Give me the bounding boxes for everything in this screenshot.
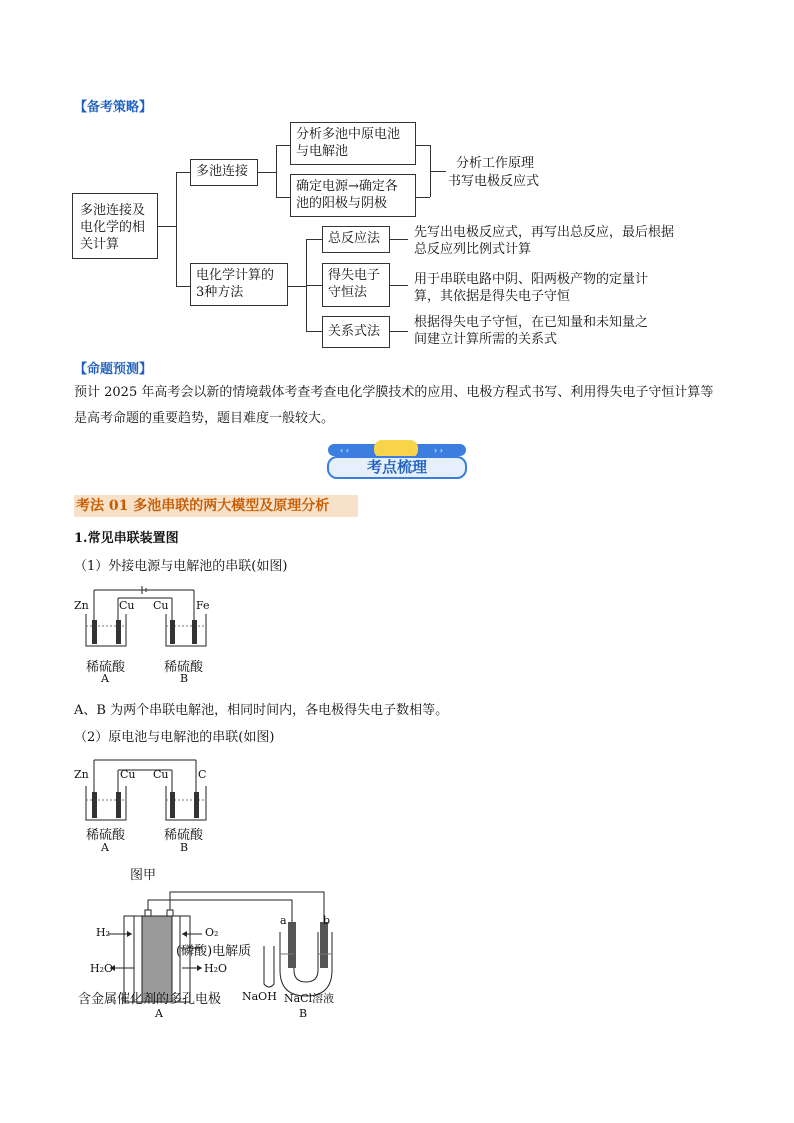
fig2-solution-b: 稀硫酸 <box>164 828 204 843</box>
fig3-o2: O₂ <box>205 926 219 939</box>
tree-branch-calc-methods: 电化学计算的3种方法 <box>190 263 288 306</box>
method-total-reaction: 总反应法 <box>322 226 390 253</box>
fig3-naoh: NaOH <box>242 990 277 1003</box>
fig3-electrode-b: b <box>323 914 331 927</box>
fig2-solution-a: 稀硫酸 <box>86 828 126 843</box>
method-relation: 关系式法 <box>322 316 390 348</box>
tree-branch-multi-cell: 多池连接 <box>190 159 258 186</box>
section-title: 考法 01 多池串联的两大模型及原理分析 <box>74 495 358 517</box>
fig3-cell-b: B <box>299 1007 308 1020</box>
fig3-electrolyte: (磷酸)电解质 <box>176 944 252 959</box>
section-banner <box>326 440 468 480</box>
fig1-cell-a: A <box>101 672 109 685</box>
fig1-electrode-fe: Fe <box>196 599 210 612</box>
item2-text: （2）原电池与电解池的串联(如图) <box>74 730 275 745</box>
tree-leaf-analyze: 分析多池中原电池与电解池 <box>290 122 416 165</box>
fig1-apparatus <box>74 584 224 644</box>
tree-note-write: 书写电极反应式 <box>448 174 540 189</box>
method-relation-desc: 根据得失电子守恒，在已知量和未知量之间建立计算所需的关系式 <box>414 315 649 347</box>
fig2-electrode-cu2: Cu <box>153 768 169 781</box>
method-total-reaction-desc: 先写出电极反应式，再写出总反应，最后根据总反应列比例式计算 <box>414 225 675 257</box>
fig3-electrode-a: a <box>280 914 287 927</box>
tree-note-analyze: 分析工作原理 <box>456 156 535 171</box>
fig1-electrode-cu2: Cu <box>153 599 169 612</box>
method-electron-conservation: 得失电子守恒法 <box>322 263 390 307</box>
fig3-nacl: NaCl溶液 <box>284 992 335 1005</box>
fig3-cell-a: A <box>155 1007 163 1020</box>
item1-text: （1）外接电源与电解池的串联(如图) <box>74 559 288 574</box>
fig1-solution-b: 稀硫酸 <box>164 660 204 675</box>
fig2-electrode-c: C <box>198 768 207 781</box>
fig2-apparatus <box>74 756 224 816</box>
fig2-electrode-cu1: Cu <box>120 768 136 781</box>
fig1-solution-a: 稀硫酸 <box>86 660 126 675</box>
fig2-cell-b: B <box>180 841 189 854</box>
fig3-electrode-label: 含金属催化剂的多孔电极 <box>78 992 222 1007</box>
svg-text:› ›: › › <box>434 446 443 455</box>
strategy-heading: 【备考策略】 <box>74 100 153 115</box>
fig3-h2o-left: H₂O <box>90 962 114 975</box>
prediction-heading: 【命题预测】 <box>74 362 153 377</box>
svg-text:‹ ‹: ‹ ‹ <box>340 446 349 455</box>
figure-caption-jia: 图甲 <box>130 868 157 883</box>
fig3-h2o-right: H₂O <box>204 962 228 975</box>
banner-label: 考点梳理 <box>366 458 427 476</box>
item1-conclusion: A、B 为两个串联电解池，相同时间内，各电极得失电子数相等。 <box>74 703 449 718</box>
tree-leaf-determine: 确定电源→确定各池的阳极与阴极 <box>290 174 416 217</box>
tree-root: 多池连接及电化学的相关计算 <box>72 193 158 259</box>
method-electron-conservation-desc: 用于串联电路中阴、阳两极产物的定量计算，其依据是得失电子守恒 <box>414 272 649 304</box>
subheading-common-devices: 1.常见串联装置图 <box>74 531 179 546</box>
fig2-cell-a: A <box>101 841 109 854</box>
prediction-text: 预计 2025 年高考会以新的情境载体考查考查电化学膜技术的应用、电极方程式书写、利用得失电子守恒计算等是高考命题的重要趋势，题目难度一般较大。 <box>74 385 714 426</box>
fig1-electrode-zn: Zn <box>74 599 89 612</box>
fig1-electrode-cu1: Cu <box>119 599 135 612</box>
fig2-electrode-zn: Zn <box>74 768 89 781</box>
fig3-h2: H₂ <box>96 926 111 939</box>
fig1-cell-b: B <box>180 672 189 685</box>
